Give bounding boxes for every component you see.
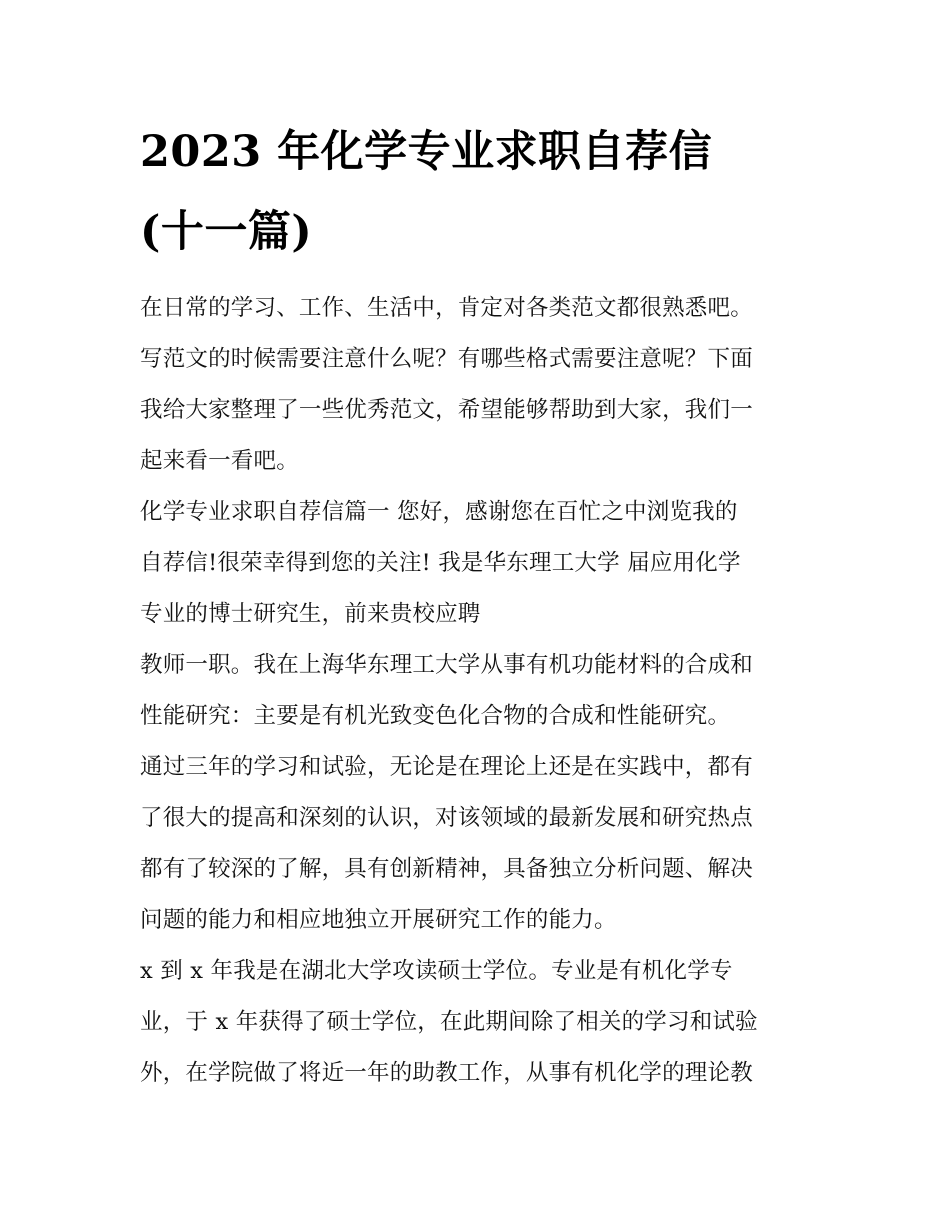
- document-title: [140, 112, 820, 272]
- document-page: [140, 112, 820, 1099]
- title-line: (十一篇): [140, 207, 313, 257]
- body-line: 化学专业求职自荐信篇一 您好，感谢您在百忙之中浏览我的: [140, 499, 738, 525]
- document-body: [140, 283, 820, 1099]
- body-line: 在日常的学习、工作、生活中，肯定对各类范文都很熟悉吧。: [140, 295, 753, 321]
- body-line: 教师一职。我在上海华东理工大学从事有机功能材料的合成和: [140, 652, 753, 678]
- body-line: 写范文的时候需要注意什么呢？有哪些格式需要注意呢？下面: [140, 346, 753, 372]
- body-line: 起来看一看吧。: [140, 448, 299, 474]
- body-line: 专业的博士研究生，前来贵校应聘: [140, 601, 481, 627]
- body-line: 我给大家整理了一些优秀范文，希望能够帮助到大家，我们一: [140, 397, 753, 423]
- body-line: 了很大的提高和深刻的认识，对该领域的最新发展和研究热点: [140, 805, 753, 831]
- body-line: 性能研究：主要是有机光致变色化合物的合成和性能研究。: [140, 703, 731, 729]
- body-line: 外，在学院做了将近一年的助教工作，从事有机化学的理论教: [140, 1060, 753, 1086]
- body-line: x 到 x 年我是在湖北大学攻读硕士学位。专业是有机化学专: [140, 958, 733, 984]
- body-line: 通过三年的学习和试验，无论是在理论上还是在实践中，都有: [140, 754, 753, 780]
- body-line: 问题的能力和相应地独立开展研究工作的能力。: [140, 907, 617, 933]
- body-line: 都有了较深的了解，具有创新精神，具备独立分析问题、解决: [140, 856, 753, 882]
- body-line: 自荐信!很荣幸得到您的关注! 我是华东理工大学 届应用化学: [140, 550, 741, 576]
- body-line: 业，于 x 年获得了硕士学位，在此期间除了相关的学习和试验: [140, 1009, 758, 1035]
- title-line: 2023 年化学专业求职自荐信: [140, 127, 713, 177]
